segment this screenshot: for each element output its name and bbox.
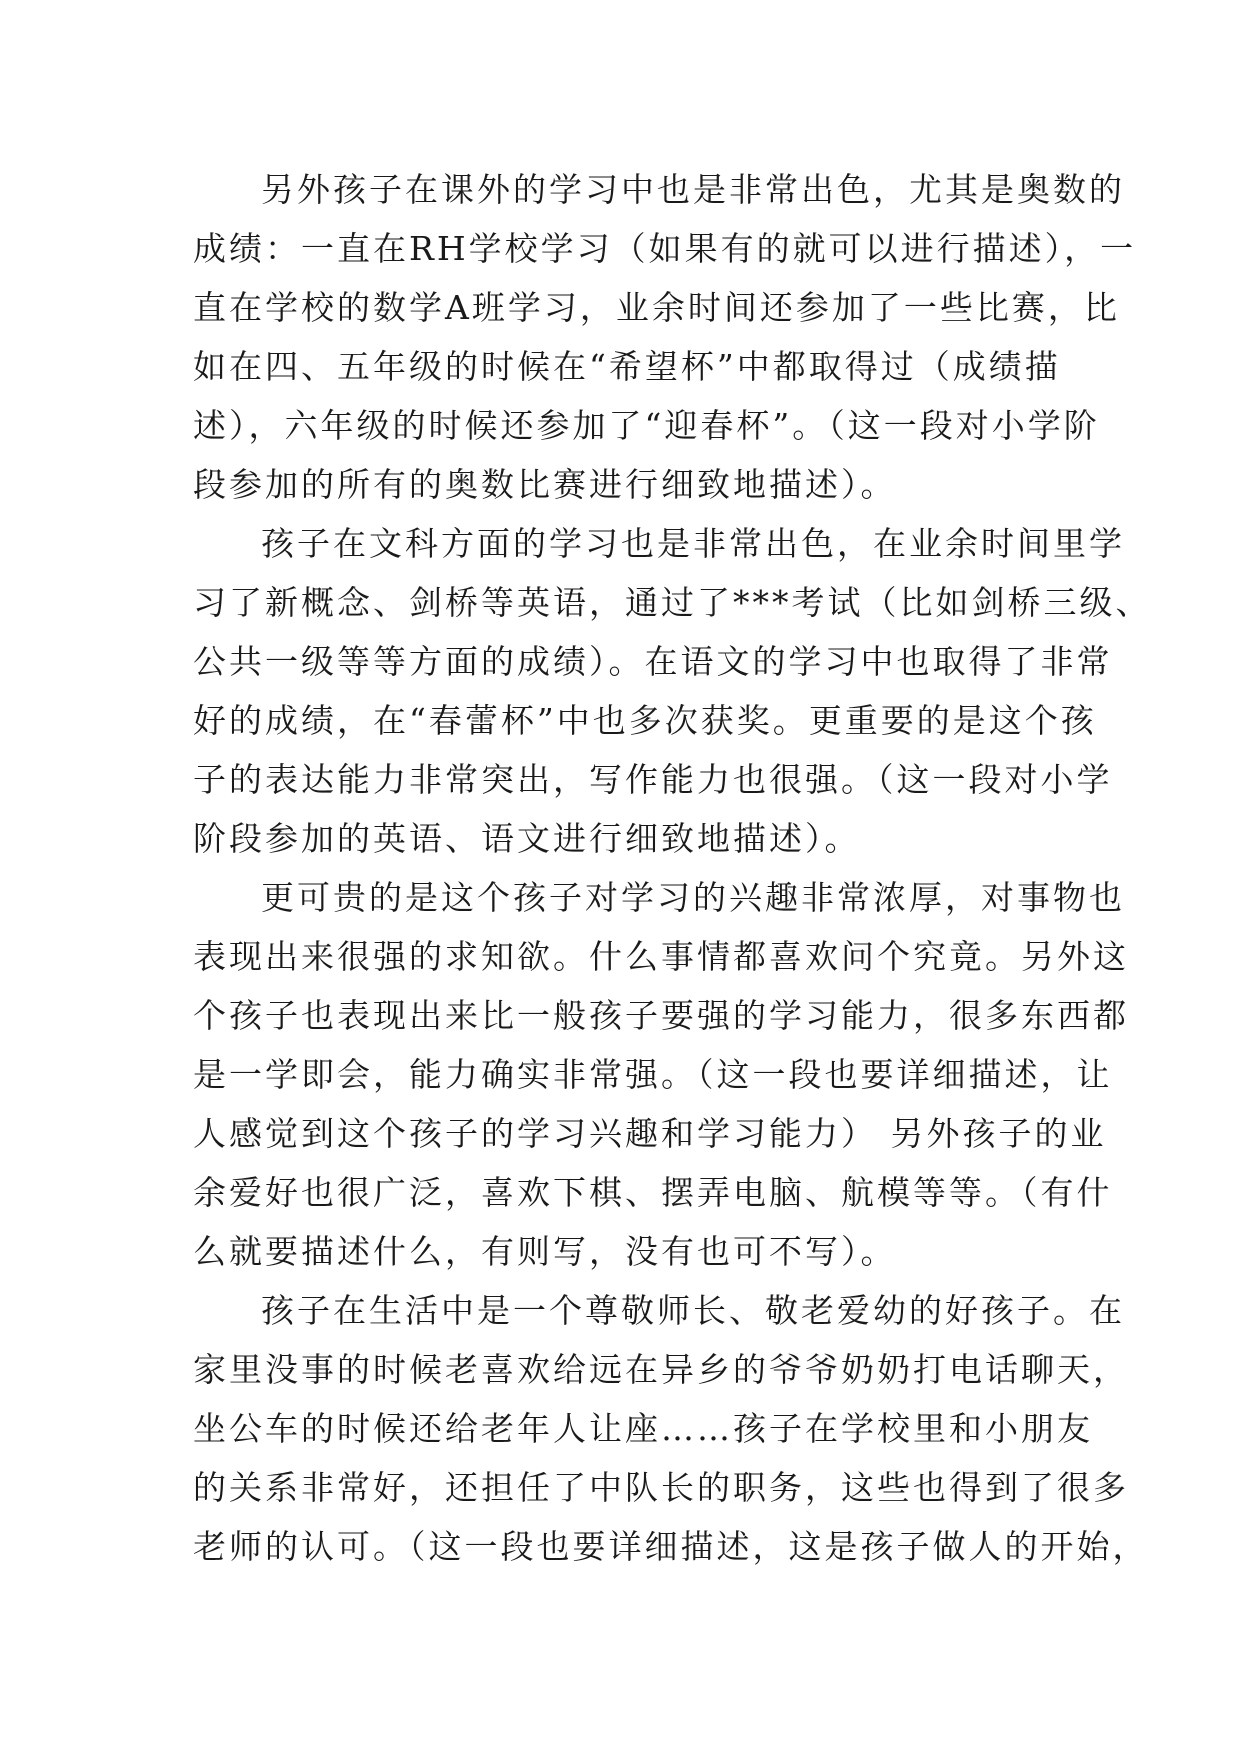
- text-line-24: 老师的认可。（这一段也要详细描述，这是孩子做人的开始，: [193, 1527, 1149, 1566]
- text-line-23: 的关系非常好，还担任了中队长的职务，这些也得到了很多: [193, 1468, 1129, 1507]
- text-line-2: 成绩：一直在RH学校学习（如果有的就可以进行描述），一: [193, 229, 1137, 268]
- text-line-20: 孩子在生活中是一个尊敬师长、敬老爱幼的好孩子。在: [261, 1291, 1125, 1330]
- text-line-22: 坐公车的时候还给老年人让座……孩子在学校里和小朋友: [193, 1409, 1093, 1448]
- text-line-18: 余爱好也很广泛，喜欢下棋、摆弄电脑、航模等等。（有什: [193, 1173, 1113, 1212]
- text-line-16: 是一学即会，能力确实非常强。（这一段也要详细描述，让: [193, 1055, 1113, 1094]
- text-line-6: 段参加的所有的奥数比赛进行细致地描述）。: [193, 465, 897, 504]
- text-line-8: 习了新概念、剑桥等英语，通过了***考试（比如剑桥三级、: [193, 583, 1152, 622]
- text-line-11: 子的表达能力非常突出，写作能力也很强。（这一段对小学: [193, 760, 1113, 799]
- text-line-13: 更可贵的是这个孩子对学习的兴趣非常浓厚，对事物也: [261, 878, 1125, 917]
- text-line-9: 公共一级等等方面的成绩）。在语文的学习中也取得了非常: [193, 642, 1113, 681]
- text-line-4: 如在四、五年级的时候在“希望杯”中都取得过（成绩描: [193, 347, 1061, 386]
- text-line-14: 表现出来很强的求知欲。什么事情都喜欢问个究竟。另外这: [193, 937, 1129, 976]
- text-line-19: 么就要描述什么，有则写，没有也可不写）。: [193, 1232, 897, 1271]
- text-line-7: 孩子在文科方面的学习也是非常出色，在业余时间里学: [261, 524, 1125, 563]
- text-line-12: 阶段参加的英语、语文进行细致地描述）。: [193, 819, 861, 858]
- text-line-17: 人感觉到这个孩子的学习兴趣和学习能力） 另外孩子的业: [193, 1114, 1107, 1153]
- text-line-1: 另外孩子在课外的学习中也是非常出色，尤其是奥数的: [261, 170, 1125, 209]
- text-line-21: 家里没事的时候老喜欢给远在异乡的爷爷奶奶打电话聊天，: [193, 1350, 1129, 1389]
- text-line-10: 好的成绩，在“春蕾杯”中也多次获奖。更重要的是这个孩: [193, 701, 1097, 740]
- text-line-15: 个孩子也表现出来比一般孩子要强的学习能力，很多东西都: [193, 996, 1129, 1035]
- text-line-5: 述），六年级的时候还参加了“迎春杯”。（这一段对小学阶: [193, 406, 1100, 445]
- text-line-3: 直在学校的数学A班学习，业余时间还参加了一些比赛，比: [193, 288, 1120, 327]
- document-body: [193, 160, 1152, 1576]
